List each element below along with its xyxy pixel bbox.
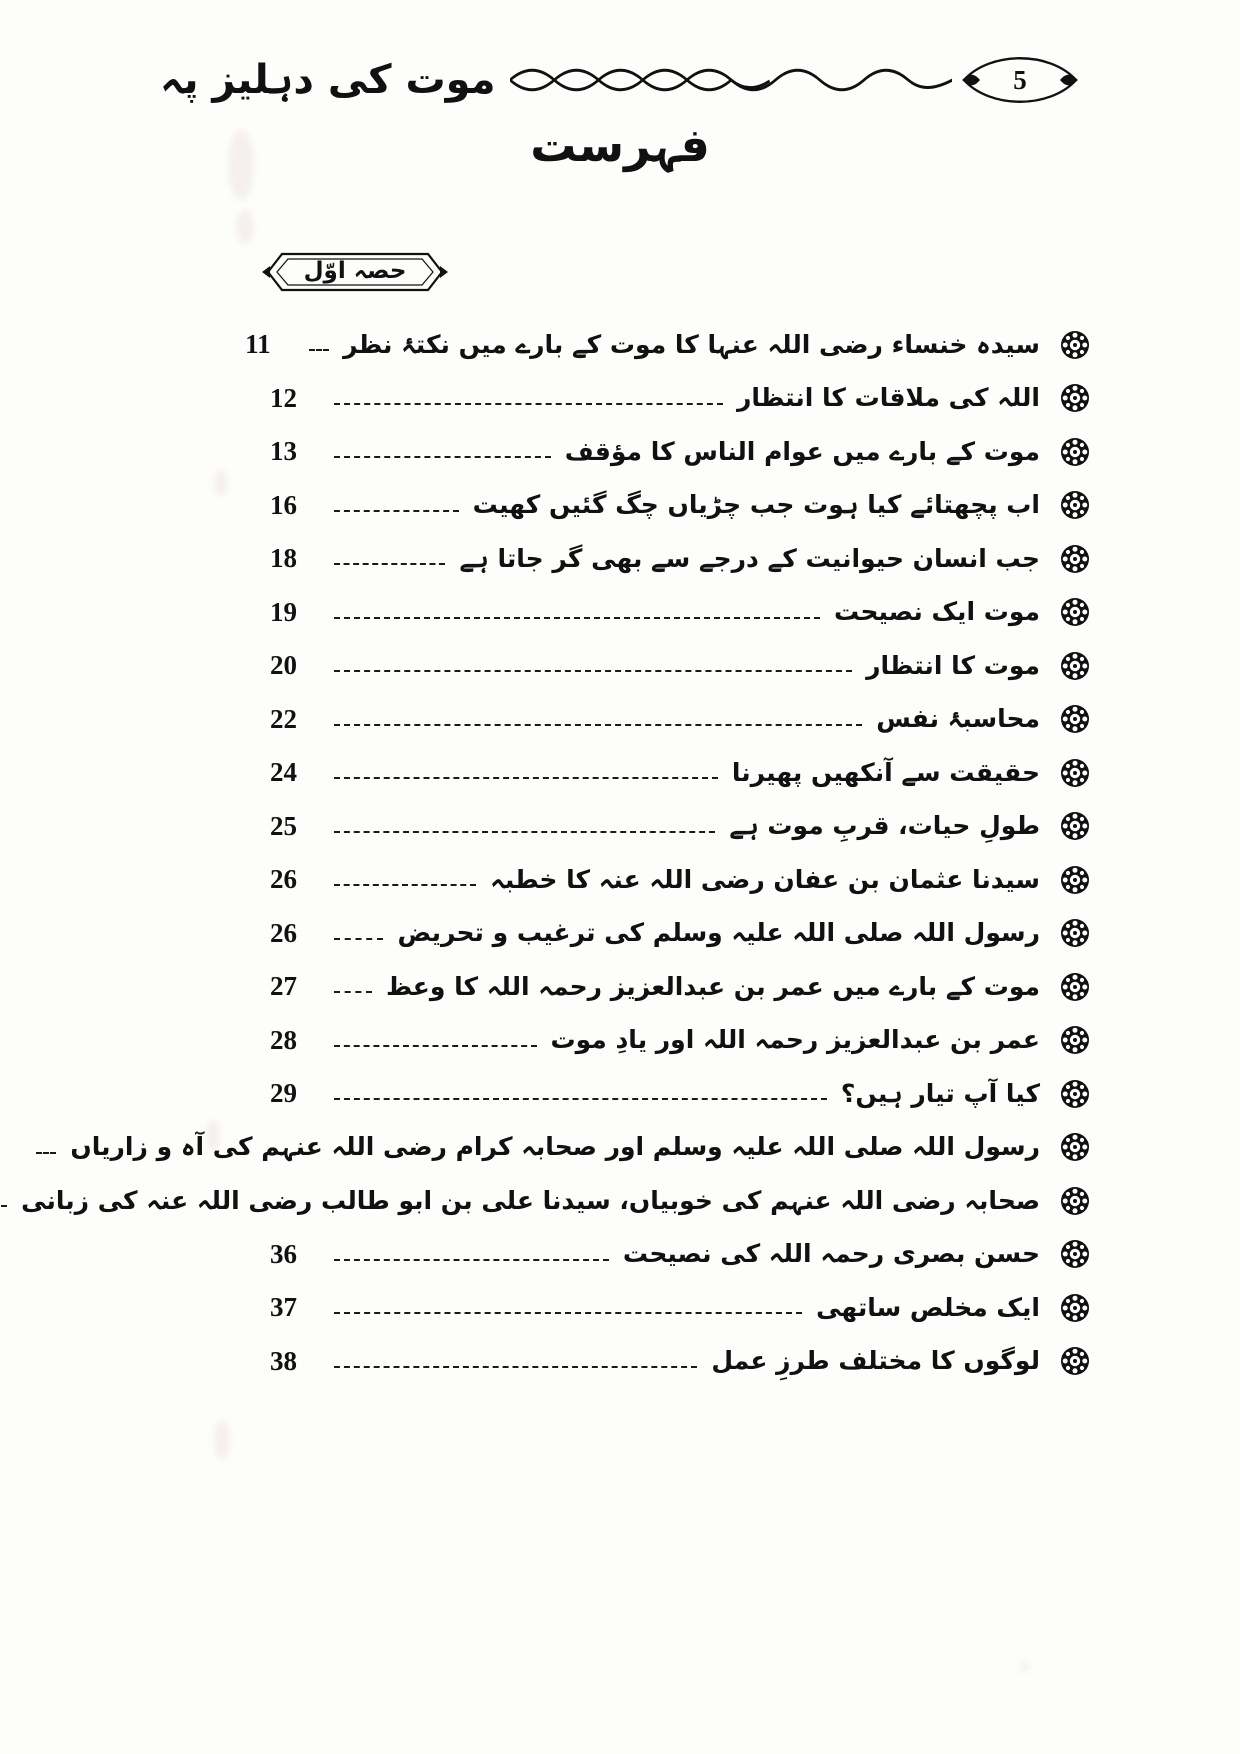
page-title: فہرست (530, 118, 710, 172)
toc-entry-title: اللہ کی ملاقات کا انتظار (736, 383, 1040, 413)
scan-artifact (236, 210, 254, 244)
toc-entry-title: موت کے بارے میں عوام الناس کا مؤقف (564, 436, 1040, 466)
dot-leader (334, 670, 852, 673)
floral-rosette-icon (1060, 1239, 1090, 1269)
toc-entry-title: عمر بن عبدالعزیز رحمہ اللہ اور یادِ موت (550, 1025, 1040, 1055)
toc-entry-title: کیا آپ تیار ہیں؟ (840, 1078, 1040, 1108)
dot-leader (0, 1205, 7, 1208)
floral-rosette-icon (1060, 330, 1090, 360)
part-banner (260, 248, 450, 296)
dot-leader (334, 563, 445, 566)
toc-entry-title: اب پچھتائے کیا ہوت جب چڑیاں چگ گئیں کھیت (472, 490, 1040, 520)
dot-leader (334, 884, 476, 887)
floral-rosette-icon (1060, 597, 1090, 627)
toc-entry-title: رسول اللہ صلی اللہ علیہ وسلم کی ترغیب و تحریض (397, 918, 1040, 948)
running-title: موت کی دہلیز پہ (160, 57, 496, 103)
page-header (160, 40, 1080, 120)
toc-entry[interactable] (21, 1174, 1090, 1228)
dot-leader (334, 831, 715, 834)
dot-leader (334, 1259, 609, 1262)
toc-entry-title: موت کے بارے میں عمر بن عبدالعزیز رحمہ اللہ کا وعظ (386, 971, 1040, 1001)
toc-entry-page: 28 (270, 1024, 297, 1055)
toc-entry-page: 13 (270, 436, 297, 467)
part-banner-label: حصہ اوّل (303, 258, 407, 284)
toc-entry-page: 38 (270, 1345, 297, 1376)
toc-entry[interactable] (270, 586, 1090, 640)
dot-leader (334, 456, 551, 459)
folio-ornament (960, 49, 1080, 111)
scan-artifact (214, 1420, 230, 1460)
floral-rosette-icon (1060, 544, 1090, 574)
page-number: 5 (1013, 64, 1027, 95)
toc-entry[interactable] (270, 960, 1090, 1014)
toc-entry[interactable] (270, 1335, 1090, 1389)
dot-leader (334, 617, 820, 620)
dot-leader (334, 724, 862, 727)
dot-leader (334, 991, 372, 994)
toc-entry[interactable] (270, 372, 1090, 426)
toc-entry-page: 25 (270, 810, 297, 841)
toc-entry-title: حسن بصری رحمہ اللہ کی نصیحت (622, 1239, 1040, 1269)
table-of-contents (21, 318, 1090, 1388)
toc-entry[interactable] (245, 318, 1090, 372)
floral-rosette-icon (1060, 383, 1090, 413)
floral-rosette-icon (1060, 1346, 1090, 1376)
toc-entry-page: 19 (270, 596, 297, 627)
toc-entry[interactable] (270, 639, 1090, 693)
dot-leader (334, 510, 459, 513)
toc-entry-title: صحابہ رضی اللہ عنہم کی خوبیاں، سیدنا علی بن ابو طالب رضی اللہ عنہ کی زبانی (21, 1185, 1040, 1215)
scan-artifact (1020, 1662, 1030, 1672)
toc-entry-page (0, 1132, 30, 1163)
toc-entry-title: موت ایک نصیحت (834, 597, 1040, 627)
toc-entry-title: رسول اللہ صلی اللہ علیہ وسلم اور صحابہ کرام رضی اللہ عنہم کی آہ و زاریاں (70, 1132, 1040, 1162)
toc-entry-title: سیدنا عثمان بن عفان رضی اللہ عنہ کا خطبہ (490, 864, 1040, 894)
floral-rosette-icon (1060, 437, 1090, 467)
toc-entry[interactable] (270, 746, 1090, 800)
floral-rosette-icon (1060, 1079, 1090, 1109)
dot-leader (334, 1312, 802, 1315)
floral-rosette-icon (1060, 758, 1090, 788)
dot-leader (334, 1098, 827, 1101)
floral-rosette-icon (1060, 918, 1090, 948)
toc-entry-title: طولِ حیات، قربِ موت ہے (729, 811, 1040, 841)
dot-leader (334, 1366, 697, 1369)
toc-entry[interactable] (270, 1281, 1090, 1335)
dot-leader (334, 777, 718, 780)
toc-entry[interactable] (270, 479, 1090, 533)
toc-entry-title: سیدہ خنساء رضی اللہ عنہا کا موت کے بارے میں نکتۂ نظر (343, 329, 1040, 359)
toc-entry-page: 18 (270, 543, 297, 574)
toc-entry-page: 24 (270, 757, 297, 788)
toc-entry[interactable] (270, 853, 1090, 907)
toc-entry-page: 16 (270, 489, 297, 520)
dot-leader (334, 403, 723, 406)
wave-ornament-rule-icon (510, 65, 952, 95)
dot-leader (309, 349, 329, 352)
toc-entry[interactable] (270, 425, 1090, 479)
toc-entry-title: لوگوں کا مختلف طرزِ عمل (711, 1346, 1040, 1376)
dot-leader (36, 1152, 56, 1155)
floral-rosette-icon (1060, 811, 1090, 841)
dot-leader (334, 1045, 537, 1048)
toc-entry[interactable] (270, 1014, 1090, 1068)
toc-entry-title: جب انسان حیوانیت کے درجے سے بھی گر جاتا ہے (459, 543, 1040, 573)
toc-entry[interactable] (270, 907, 1090, 961)
toc-entry[interactable] (270, 1067, 1090, 1121)
floral-rosette-icon (1060, 1025, 1090, 1055)
toc-entry-page: 12 (270, 382, 297, 413)
floral-rosette-icon (1060, 651, 1090, 681)
floral-rosette-icon (1060, 490, 1090, 520)
toc-entry-title: حقیقت سے آنکھیں پھیرنا (731, 757, 1040, 787)
toc-entry-title: موت کا انتظار (866, 650, 1040, 680)
floral-rosette-icon (1060, 865, 1090, 895)
floral-rosette-icon (1060, 1293, 1090, 1323)
toc-entry-page: 26 (270, 864, 297, 895)
toc-entry-page: 37 (270, 1292, 297, 1323)
toc-entry-title: محاسبۂ نفس (876, 704, 1040, 734)
toc-entry[interactable] (270, 532, 1090, 586)
toc-entry[interactable] (270, 693, 1090, 747)
scan-artifact (214, 470, 228, 496)
toc-entry-page: 20 (270, 650, 297, 681)
floral-rosette-icon (1060, 1186, 1090, 1216)
toc-entry-title: ایک مخلص ساتھی (816, 1292, 1040, 1322)
dot-leader (334, 938, 383, 941)
toc-entry[interactable] (70, 1121, 1090, 1175)
floral-rosette-icon (1060, 704, 1090, 734)
toc-entry-page: 26 (270, 917, 297, 948)
toc-entry[interactable] (270, 800, 1090, 854)
floral-rosette-icon (1060, 1132, 1090, 1162)
toc-entry-page: 27 (270, 971, 297, 1002)
toc-entry[interactable] (270, 1228, 1090, 1282)
floral-rosette-icon (1060, 972, 1090, 1002)
toc-entry-page: 29 (270, 1078, 297, 1109)
toc-entry-page: 22 (270, 703, 297, 734)
toc-entry-page: 11 (245, 329, 271, 360)
toc-entry-page: 36 (270, 1238, 297, 1269)
